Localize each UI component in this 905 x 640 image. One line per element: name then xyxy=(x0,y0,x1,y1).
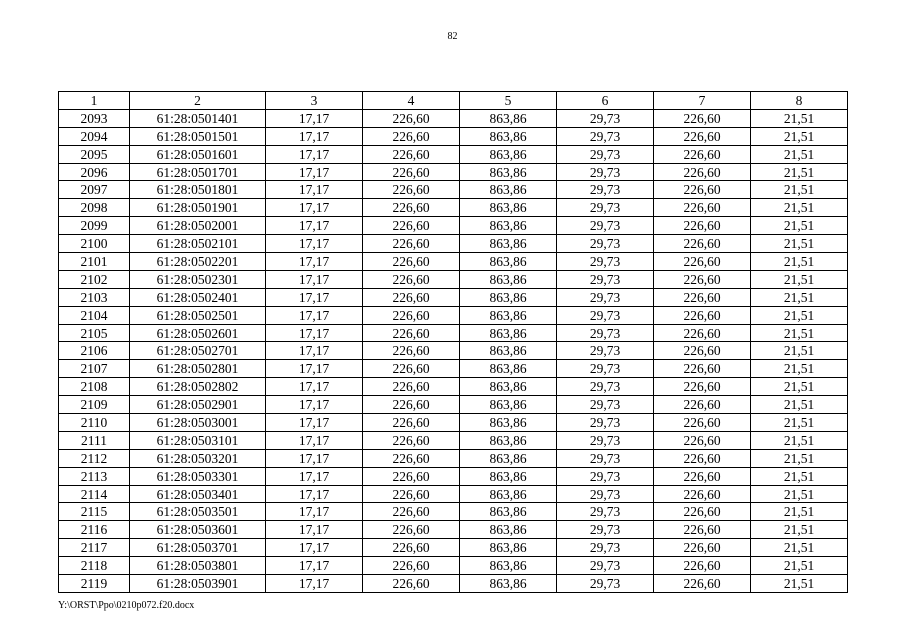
table-cell: 226,60 xyxy=(654,396,751,414)
table-cell: 61:28:0502101 xyxy=(130,235,266,253)
table-cell: 226,60 xyxy=(654,503,751,521)
table-cell: 2097 xyxy=(59,181,130,199)
table-row xyxy=(59,306,848,324)
table-cell: 2104 xyxy=(59,306,130,324)
table-cell: 226,60 xyxy=(654,145,751,163)
table-cell: 21,51 xyxy=(751,288,848,306)
table-cell: 29,73 xyxy=(557,431,654,449)
table-cell: 226,60 xyxy=(363,557,460,575)
table-cell: 29,73 xyxy=(557,306,654,324)
table-cell: 863,86 xyxy=(460,396,557,414)
table-cell: 863,86 xyxy=(460,575,557,593)
column-header: 4 xyxy=(363,92,460,110)
table-cell: 226,60 xyxy=(654,306,751,324)
table-row xyxy=(59,503,848,521)
table-row xyxy=(59,217,848,235)
table-cell: 226,60 xyxy=(363,539,460,557)
table-cell: 17,17 xyxy=(266,145,363,163)
table-row xyxy=(59,342,848,360)
table-row xyxy=(59,109,848,127)
table-cell: 61:28:0501501 xyxy=(130,127,266,145)
table-cell: 61:28:0503901 xyxy=(130,575,266,593)
table-row xyxy=(59,431,848,449)
table-cell: 226,60 xyxy=(654,414,751,432)
table-cell: 226,60 xyxy=(654,324,751,342)
table-cell: 226,60 xyxy=(654,342,751,360)
table-cell: 29,73 xyxy=(557,235,654,253)
table-cell: 226,60 xyxy=(363,270,460,288)
footer-file-path: Y:\ORST\Ppo\0210p072.f20.docx xyxy=(58,600,195,611)
table-row xyxy=(59,270,848,288)
table-cell: 61:28:0502802 xyxy=(130,378,266,396)
table-cell: 2113 xyxy=(59,467,130,485)
table-cell: 29,73 xyxy=(557,485,654,503)
table-cell: 61:28:0501701 xyxy=(130,163,266,181)
table-cell: 17,17 xyxy=(266,449,363,467)
table-cell: 226,60 xyxy=(654,378,751,396)
table-cell: 61:28:0502701 xyxy=(130,342,266,360)
table-cell: 226,60 xyxy=(654,521,751,539)
table-cell: 863,86 xyxy=(460,485,557,503)
table-cell: 226,60 xyxy=(654,539,751,557)
table-cell: 21,51 xyxy=(751,485,848,503)
table-cell: 61:28:0502001 xyxy=(130,217,266,235)
table-cell: 226,60 xyxy=(654,575,751,593)
table-row xyxy=(59,378,848,396)
table-cell: 17,17 xyxy=(266,539,363,557)
table-cell: 61:28:0503601 xyxy=(130,521,266,539)
table-cell: 863,86 xyxy=(460,360,557,378)
table-cell: 2110 xyxy=(59,414,130,432)
table-cell: 17,17 xyxy=(266,306,363,324)
table-cell: 17,17 xyxy=(266,414,363,432)
table-cell: 863,86 xyxy=(460,253,557,271)
table-cell: 863,86 xyxy=(460,109,557,127)
table-cell: 29,73 xyxy=(557,342,654,360)
table-cell: 61:28:0503301 xyxy=(130,467,266,485)
table-cell: 21,51 xyxy=(751,109,848,127)
table-cell: 226,60 xyxy=(363,306,460,324)
table-cell: 21,51 xyxy=(751,217,848,235)
table-cell: 29,73 xyxy=(557,467,654,485)
table-cell: 17,17 xyxy=(266,378,363,396)
table-cell: 2108 xyxy=(59,378,130,396)
table-cell: 17,17 xyxy=(266,575,363,593)
table-cell: 21,51 xyxy=(751,396,848,414)
table-row xyxy=(59,181,848,199)
table-cell: 21,51 xyxy=(751,127,848,145)
table-cell: 61:28:0503401 xyxy=(130,485,266,503)
table-cell: 29,73 xyxy=(557,127,654,145)
table-cell: 61:28:0503001 xyxy=(130,414,266,432)
table-cell: 29,73 xyxy=(557,109,654,127)
table-cell: 2119 xyxy=(59,575,130,593)
table-row xyxy=(59,539,848,557)
table-cell: 226,60 xyxy=(654,467,751,485)
table-cell: 226,60 xyxy=(654,181,751,199)
table-cell: 863,86 xyxy=(460,342,557,360)
table-cell: 21,51 xyxy=(751,235,848,253)
table-cell: 226,60 xyxy=(654,253,751,271)
table-cell: 21,51 xyxy=(751,199,848,217)
table-cell: 61:28:0503101 xyxy=(130,431,266,449)
table-cell: 226,60 xyxy=(363,431,460,449)
table-cell: 226,60 xyxy=(654,199,751,217)
table-cell: 21,51 xyxy=(751,163,848,181)
table-cell: 2105 xyxy=(59,324,130,342)
table-cell: 29,73 xyxy=(557,199,654,217)
table-cell: 2096 xyxy=(59,163,130,181)
table-cell: 29,73 xyxy=(557,181,654,199)
table-cell: 29,73 xyxy=(557,557,654,575)
table-cell: 226,60 xyxy=(363,503,460,521)
table-cell: 226,60 xyxy=(363,235,460,253)
table-cell: 29,73 xyxy=(557,288,654,306)
table-cell: 2116 xyxy=(59,521,130,539)
table-cell: 61:28:0502801 xyxy=(130,360,266,378)
column-header: 1 xyxy=(59,92,130,110)
table-body xyxy=(59,109,848,592)
table-cell: 29,73 xyxy=(557,414,654,432)
table-cell: 17,17 xyxy=(266,557,363,575)
table-cell: 17,17 xyxy=(266,342,363,360)
table-cell: 863,86 xyxy=(460,217,557,235)
table-cell: 17,17 xyxy=(266,503,363,521)
table-cell: 863,86 xyxy=(460,270,557,288)
table-cell: 61:28:0501801 xyxy=(130,181,266,199)
table-row xyxy=(59,127,848,145)
table-cell: 29,73 xyxy=(557,217,654,235)
data-table xyxy=(58,91,848,593)
table-cell: 21,51 xyxy=(751,253,848,271)
table-cell: 17,17 xyxy=(266,109,363,127)
table-cell: 17,17 xyxy=(266,360,363,378)
table-cell: 863,86 xyxy=(460,431,557,449)
table-row xyxy=(59,163,848,181)
page-number: 82 xyxy=(447,31,458,42)
table-cell: 21,51 xyxy=(751,521,848,539)
table-cell: 21,51 xyxy=(751,378,848,396)
table-cell: 226,60 xyxy=(363,396,460,414)
table-row xyxy=(59,324,848,342)
table-cell: 17,17 xyxy=(266,288,363,306)
table-cell: 61:28:0501401 xyxy=(130,109,266,127)
table-cell: 21,51 xyxy=(751,181,848,199)
table-cell: 226,60 xyxy=(363,288,460,306)
table-cell: 21,51 xyxy=(751,503,848,521)
table-cell: 226,60 xyxy=(654,235,751,253)
table-row xyxy=(59,575,848,593)
table-cell: 2117 xyxy=(59,539,130,557)
table-cell: 226,60 xyxy=(363,449,460,467)
table-cell: 863,86 xyxy=(460,288,557,306)
table-cell: 17,17 xyxy=(266,127,363,145)
table-row xyxy=(59,360,848,378)
table-cell: 29,73 xyxy=(557,449,654,467)
table-cell: 21,51 xyxy=(751,449,848,467)
table-cell: 29,73 xyxy=(557,253,654,271)
table-cell: 863,86 xyxy=(460,199,557,217)
table-cell: 61:28:0503701 xyxy=(130,539,266,557)
table-cell: 61:28:0502301 xyxy=(130,270,266,288)
table-cell: 226,60 xyxy=(363,342,460,360)
table-cell: 29,73 xyxy=(557,396,654,414)
table-cell: 2098 xyxy=(59,199,130,217)
table-cell: 863,86 xyxy=(460,163,557,181)
table-cell: 61:28:0503801 xyxy=(130,557,266,575)
table-cell: 29,73 xyxy=(557,163,654,181)
table-cell: 61:28:0503501 xyxy=(130,503,266,521)
table-cell: 21,51 xyxy=(751,360,848,378)
table-cell: 17,17 xyxy=(266,270,363,288)
table-cell: 863,86 xyxy=(460,378,557,396)
table-row xyxy=(59,145,848,163)
table-cell: 2109 xyxy=(59,396,130,414)
table-cell: 226,60 xyxy=(654,288,751,306)
table-cell: 226,60 xyxy=(363,163,460,181)
table-cell: 863,86 xyxy=(460,539,557,557)
table-cell: 226,60 xyxy=(654,485,751,503)
table-cell: 21,51 xyxy=(751,539,848,557)
column-header: 2 xyxy=(130,92,266,110)
table-cell: 2093 xyxy=(59,109,130,127)
table-cell: 29,73 xyxy=(557,324,654,342)
table-cell: 226,60 xyxy=(363,217,460,235)
table-cell: 29,73 xyxy=(557,575,654,593)
table-row xyxy=(59,253,848,271)
table-cell: 226,60 xyxy=(363,575,460,593)
table-cell: 2115 xyxy=(59,503,130,521)
table-cell: 21,51 xyxy=(751,145,848,163)
table-cell: 226,60 xyxy=(363,253,460,271)
table-cell: 226,60 xyxy=(654,449,751,467)
table-cell: 29,73 xyxy=(557,378,654,396)
table-cell: 863,86 xyxy=(460,467,557,485)
table-cell: 2118 xyxy=(59,557,130,575)
column-header: 3 xyxy=(266,92,363,110)
table-cell: 226,60 xyxy=(654,270,751,288)
table-cell: 61:28:0502501 xyxy=(130,306,266,324)
table-cell: 863,86 xyxy=(460,324,557,342)
table-row xyxy=(59,288,848,306)
table-cell: 17,17 xyxy=(266,396,363,414)
table-cell: 61:28:0503201 xyxy=(130,449,266,467)
table-cell: 863,86 xyxy=(460,306,557,324)
column-header: 7 xyxy=(654,92,751,110)
table-cell: 17,17 xyxy=(266,199,363,217)
table-cell: 226,60 xyxy=(363,485,460,503)
table-cell: 17,17 xyxy=(266,431,363,449)
table-row xyxy=(59,557,848,575)
table-cell: 21,51 xyxy=(751,557,848,575)
table-cell: 226,60 xyxy=(363,127,460,145)
table-cell: 226,60 xyxy=(363,181,460,199)
table-row xyxy=(59,467,848,485)
table-cell: 17,17 xyxy=(266,181,363,199)
table-cell: 863,86 xyxy=(460,181,557,199)
table-cell: 863,86 xyxy=(460,235,557,253)
table-cell: 29,73 xyxy=(557,539,654,557)
table-cell: 863,86 xyxy=(460,557,557,575)
table-cell: 2099 xyxy=(59,217,130,235)
table-cell: 226,60 xyxy=(654,360,751,378)
table-cell: 21,51 xyxy=(751,467,848,485)
table-cell: 2114 xyxy=(59,485,130,503)
table-cell: 21,51 xyxy=(751,431,848,449)
header-row xyxy=(59,92,848,110)
table-cell: 17,17 xyxy=(266,521,363,539)
table-cell: 2101 xyxy=(59,253,130,271)
table-cell: 226,60 xyxy=(654,127,751,145)
table-cell: 2095 xyxy=(59,145,130,163)
table-cell: 29,73 xyxy=(557,521,654,539)
table-cell: 226,60 xyxy=(363,414,460,432)
table-cell: 21,51 xyxy=(751,270,848,288)
table-cell: 2094 xyxy=(59,127,130,145)
table-cell: 61:28:0502901 xyxy=(130,396,266,414)
table-cell: 2103 xyxy=(59,288,130,306)
table-cell: 226,60 xyxy=(654,217,751,235)
table-cell: 226,60 xyxy=(363,109,460,127)
table-cell: 226,60 xyxy=(363,467,460,485)
table-row xyxy=(59,235,848,253)
table-cell: 2111 xyxy=(59,431,130,449)
table-cell: 2100 xyxy=(59,235,130,253)
table-cell: 226,60 xyxy=(363,360,460,378)
table-cell: 61:28:0502601 xyxy=(130,324,266,342)
table-cell: 61:28:0501901 xyxy=(130,199,266,217)
table-row xyxy=(59,199,848,217)
table-cell: 2102 xyxy=(59,270,130,288)
table-row xyxy=(59,449,848,467)
table-cell: 21,51 xyxy=(751,575,848,593)
table-row xyxy=(59,396,848,414)
table-cell: 21,51 xyxy=(751,306,848,324)
table-cell: 226,60 xyxy=(363,199,460,217)
table-cell: 29,73 xyxy=(557,270,654,288)
table-cell: 17,17 xyxy=(266,324,363,342)
table-cell: 2107 xyxy=(59,360,130,378)
table-cell: 226,60 xyxy=(654,163,751,181)
table-cell: 17,17 xyxy=(266,217,363,235)
table-cell: 61:28:0501601 xyxy=(130,145,266,163)
table-cell: 863,86 xyxy=(460,127,557,145)
table-cell: 226,60 xyxy=(363,378,460,396)
table-cell: 17,17 xyxy=(266,467,363,485)
table-cell: 863,86 xyxy=(460,521,557,539)
column-header: 8 xyxy=(751,92,848,110)
table-cell: 863,86 xyxy=(460,145,557,163)
table-cell: 17,17 xyxy=(266,163,363,181)
table-cell: 863,86 xyxy=(460,414,557,432)
table-cell: 61:28:0502401 xyxy=(130,288,266,306)
table-cell: 2112 xyxy=(59,449,130,467)
table-cell: 17,17 xyxy=(266,485,363,503)
table-cell: 863,86 xyxy=(460,503,557,521)
table-cell: 21,51 xyxy=(751,342,848,360)
table-row xyxy=(59,521,848,539)
table-cell: 29,73 xyxy=(557,145,654,163)
table-cell: 226,60 xyxy=(654,431,751,449)
table-cell: 21,51 xyxy=(751,414,848,432)
table-cell: 226,60 xyxy=(363,521,460,539)
table-row xyxy=(59,485,848,503)
table-cell: 17,17 xyxy=(266,235,363,253)
table-cell: 863,86 xyxy=(460,449,557,467)
table-row xyxy=(59,414,848,432)
table-cell: 2106 xyxy=(59,342,130,360)
table-cell: 226,60 xyxy=(363,145,460,163)
table-cell: 29,73 xyxy=(557,360,654,378)
table-cell: 226,60 xyxy=(654,109,751,127)
table-cell: 29,73 xyxy=(557,503,654,521)
table-cell: 21,51 xyxy=(751,324,848,342)
table-cell: 61:28:0502201 xyxy=(130,253,266,271)
table-cell: 226,60 xyxy=(363,324,460,342)
column-header: 6 xyxy=(557,92,654,110)
table-cell: 17,17 xyxy=(266,253,363,271)
column-header: 5 xyxy=(460,92,557,110)
table-cell: 226,60 xyxy=(654,557,751,575)
